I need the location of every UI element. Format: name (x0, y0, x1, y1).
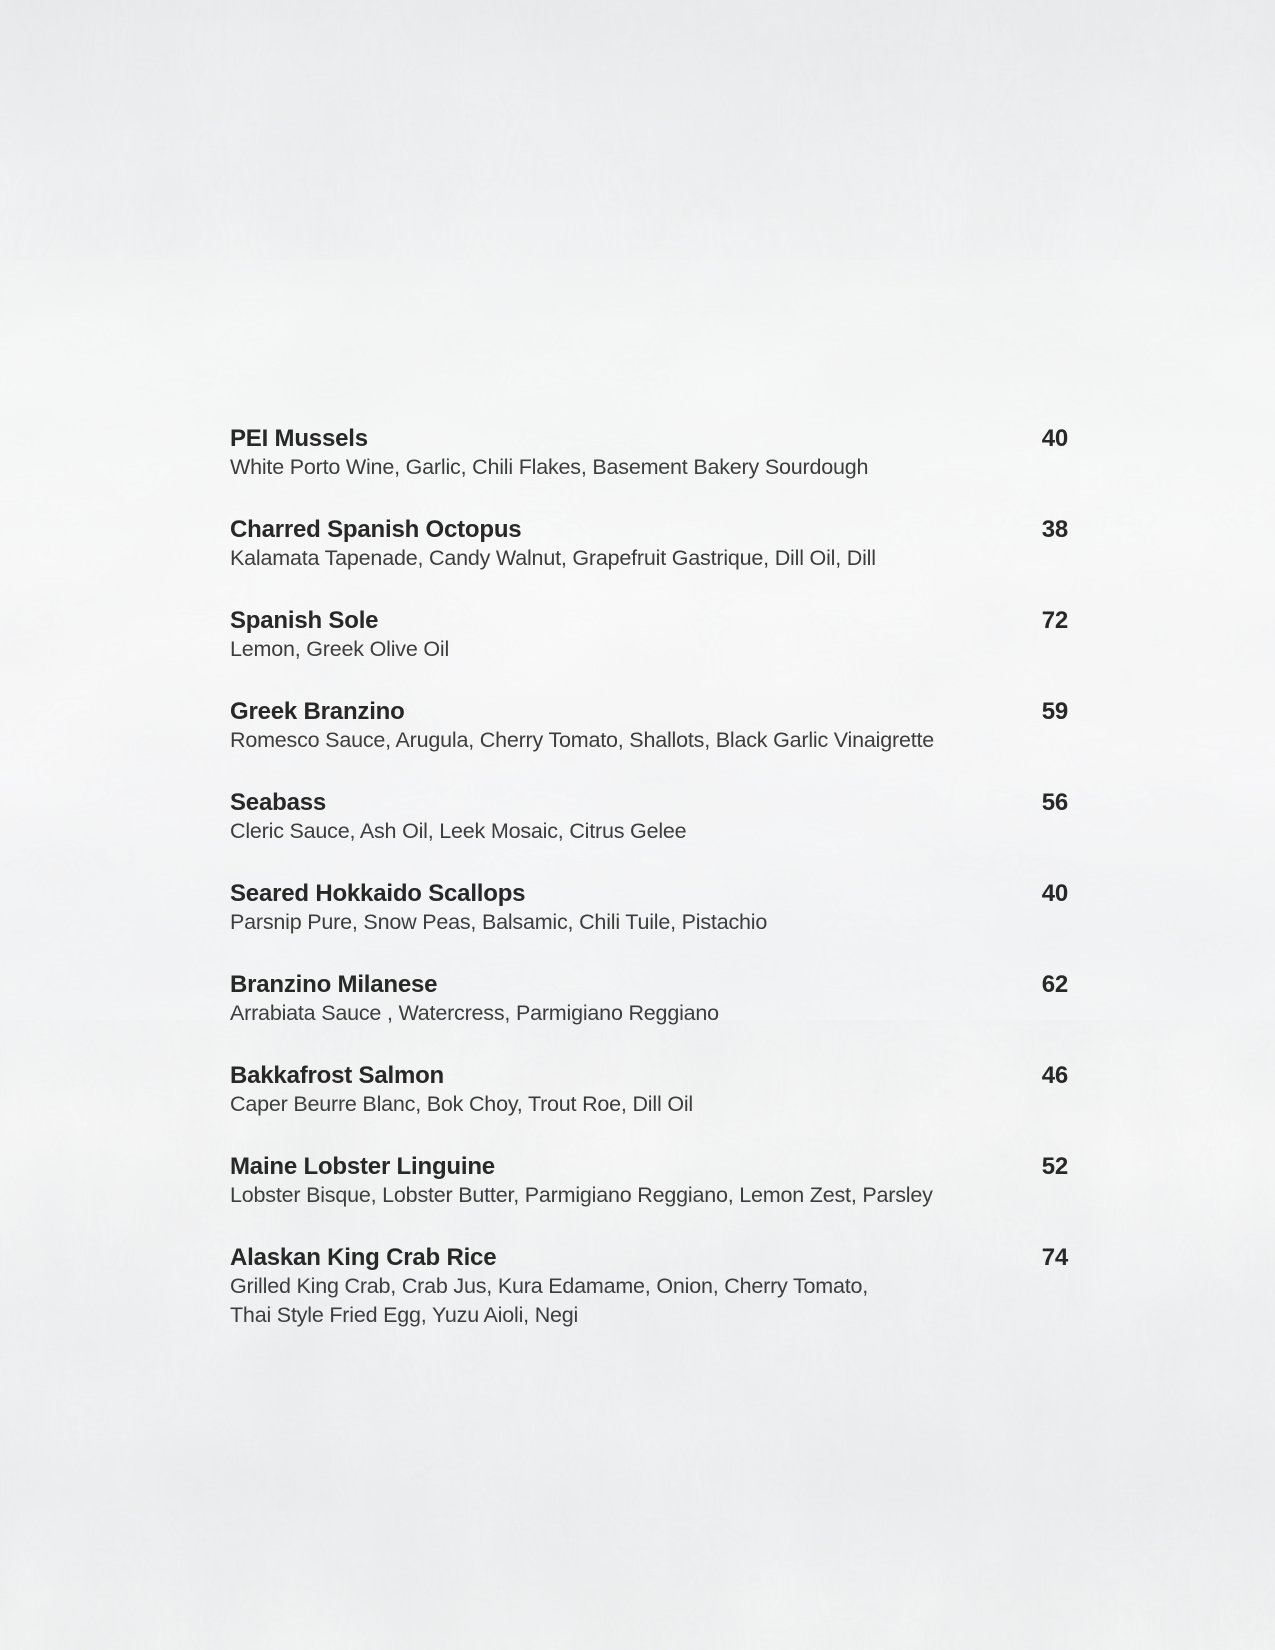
menu-item-price: 38 (1041, 516, 1068, 543)
menu-item-description-line: Arrabiata Sauce , Watercress, Parmigiano Reggiano (230, 1001, 719, 1025)
menu-item-description (230, 453, 1068, 482)
menu-item-description (230, 544, 1068, 573)
menu-item-description-line: Romesco Sauce, Arugula, Cherry Tomato, Shallots, Black Garlic Vinaigrette (230, 728, 935, 752)
menu-item-price: 52 (1041, 1153, 1068, 1180)
menu-item-description (230, 817, 1068, 846)
menu-item-description-line: White Porto Wine, Garlic, Chili Flakes, Basement Bakery Sourdough (230, 455, 869, 479)
menu-item-header (230, 879, 1068, 908)
menu-item-price: 40 (1041, 425, 1068, 452)
menu-item-description (230, 908, 1068, 937)
menu-item (230, 606, 1068, 664)
menu-item-header (230, 1152, 1068, 1181)
menu-item-description (230, 1272, 1068, 1330)
menu-item-description-line: Caper Beurre Blanc, Bok Choy, Trout Roe, Dill Oil (230, 1092, 693, 1116)
menu-item-description-line: Kalamata Tapenade, Candy Walnut, Grapefruit Gastrique, Dill Oil, Dill (230, 546, 876, 570)
menu-item-name: PEI Mussels (230, 425, 368, 452)
menu-item-name: Greek Branzino (230, 698, 405, 725)
menu-item (230, 424, 1068, 482)
menu-item-name: Branzino Milanese (230, 971, 438, 998)
menu-item-header (230, 1061, 1068, 1090)
menu-item-price: 74 (1041, 1244, 1068, 1271)
menu-item-description (230, 1090, 1068, 1119)
menu-item-price: 40 (1041, 880, 1068, 907)
menu-item-description (230, 635, 1068, 664)
menu-item (230, 1061, 1068, 1119)
menu-item (230, 515, 1068, 573)
menu-item-description (230, 1181, 1068, 1210)
menu-item (230, 879, 1068, 937)
menu-item-name: Bakkafrost Salmon (230, 1062, 445, 1089)
menu-item-header (230, 1243, 1068, 1272)
menu-item-description-line: Grilled King Crab, Crab Jus, Kura Edamame, Onion, Cherry Tomato, (230, 1274, 869, 1298)
menu-item-description (230, 726, 1068, 755)
menu-item (230, 970, 1068, 1028)
menu-item-description-line: Parsnip Pure, Snow Peas, Balsamic, Chili Tuile, Pistachio (230, 910, 768, 934)
menu-item-name: Alaskan King Crab Rice (230, 1244, 497, 1271)
menu-item-name: Seared Hokkaido Scallops (230, 880, 526, 907)
menu-item-description-line: Lemon, Greek Olive Oil (230, 637, 450, 661)
menu-item-description-line: Lobster Bisque, Lobster Butter, Parmigiano Reggiano, Lemon Zest, Parsley (230, 1183, 933, 1207)
menu-item-header (230, 697, 1068, 726)
menu-item-name: Charred Spanish Octopus (230, 516, 522, 543)
menu-item-header (230, 970, 1068, 999)
menu-item-price: 46 (1041, 1062, 1068, 1089)
menu-item-header (230, 424, 1068, 453)
menu-item-price: 59 (1041, 698, 1068, 725)
menu-item-name: Seabass (230, 789, 327, 816)
menu-item-name: Spanish Sole (230, 607, 379, 634)
menu-item-header (230, 606, 1068, 635)
menu-list (230, 424, 1068, 1363)
menu-item-name: Maine Lobster Linguine (230, 1153, 495, 1180)
menu-item-description-line: Cleric Sauce, Ash Oil, Leek Mosaic, Citrus Gelee (230, 819, 687, 843)
menu-item-description-line: Thai Style Fried Egg, Yuzu Aioli, Negi (230, 1303, 579, 1327)
menu-item (230, 1152, 1068, 1210)
menu-item (230, 788, 1068, 846)
menu-item-header (230, 788, 1068, 817)
menu-item-price: 62 (1041, 971, 1068, 998)
menu-item (230, 697, 1068, 755)
menu-item-header (230, 515, 1068, 544)
menu-item (230, 1243, 1068, 1330)
menu-item-price: 72 (1041, 607, 1068, 634)
menu-item-price: 56 (1041, 789, 1068, 816)
menu-item-description (230, 999, 1068, 1028)
